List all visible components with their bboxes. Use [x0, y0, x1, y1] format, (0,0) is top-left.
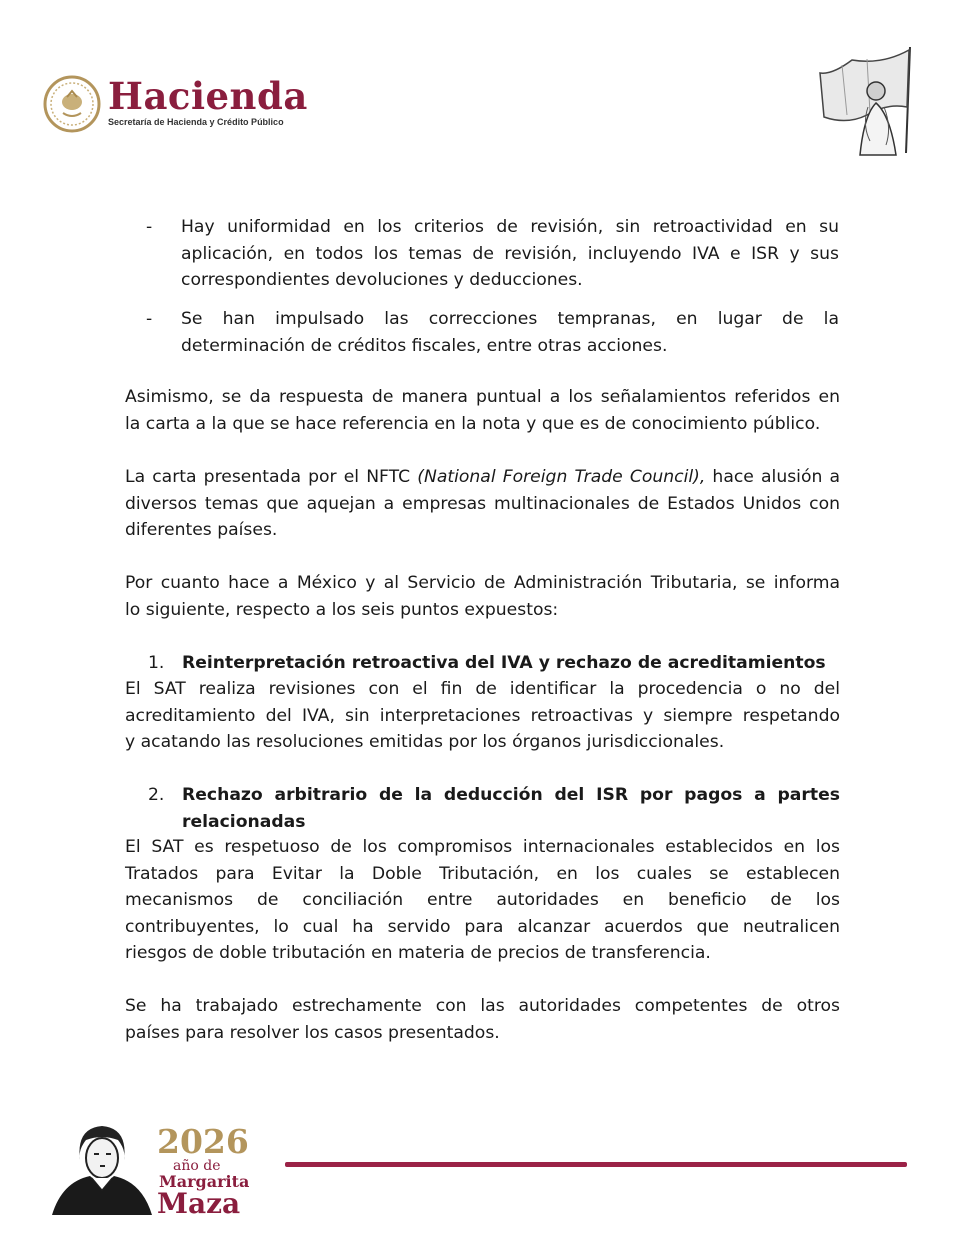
brand-block — [108, 76, 308, 127]
text-line: la carta a la que se hace referencia en la nota y que es de conocimiento público. — [125, 413, 821, 434]
bullet-marker: - — [146, 217, 153, 237]
text-line: acreditamiento del IVA, sin interpretaciones retroactivas y siempre respetando — [125, 705, 840, 726]
heading-line: Reinterpretación retroactiva del IVA y rechazo de acreditamientos — [182, 653, 826, 673]
text-line: lo siguiente, respecto a los seis puntos expuestos: — [125, 599, 559, 620]
text-line: Se han impulsado las correcciones tempranas, en lugar de la — [181, 309, 839, 329]
brand-subtitle: Secretaría de Hacienda y Crédito Público — [108, 117, 284, 127]
text-run: La carta presentada por el NFTC — [125, 467, 418, 487]
text-line: determinación de créditos fiscales, entre otras acciones. — [181, 335, 668, 356]
text-line: países para resolver los casos presentados. — [125, 1022, 500, 1043]
year-name-last: Maza — [157, 1187, 241, 1220]
text-line: diversos temas que aquejan a empresas multinacionales de Estados Unidos con — [125, 493, 840, 514]
bullet-marker: - — [146, 309, 153, 329]
year-name-first: Margarita — [159, 1172, 250, 1191]
text-line: Se ha trabajado estrechamente con las autoridades competentes de otros — [125, 996, 840, 1016]
text-line: correspondientes devoluciones y deducciones. — [181, 270, 583, 290]
italic-organization-name: (National Foreign Trade Council), — [417, 467, 706, 487]
text-line: El SAT realiza revisiones con el fin de identificar la procedencia o no del — [125, 679, 840, 699]
year-logo — [157, 1122, 250, 1220]
brand-name: Hacienda — [108, 74, 308, 118]
text-line: Hay uniformidad en los criterios de revisión, sin retroactividad en su — [181, 217, 839, 237]
heading-line: relacionadas — [182, 811, 306, 832]
section-heading — [182, 650, 840, 677]
paragraph — [125, 570, 840, 623]
paragraph — [125, 384, 840, 437]
text-line: El SAT es respetuoso de los compromisos internacionales establecidos en los — [125, 837, 840, 857]
year-number: 2026 — [157, 1122, 249, 1161]
text-line: aplicación, en todos los temas de revisión, incluyendo IVA e ISR y sus — [181, 243, 839, 264]
footer-rule — [285, 1162, 907, 1167]
text-line — [125, 464, 840, 491]
section-heading — [182, 782, 840, 835]
text-line: Asimismo, se da respuesta de manera puntual a los señalamientos referidos en — [125, 387, 840, 407]
paragraph — [125, 464, 840, 544]
national-seal-icon — [43, 75, 101, 133]
bullet-item — [181, 214, 839, 294]
text-line: riesgos de doble tributación en materia de precios de transferencia. — [125, 943, 711, 963]
text-line: diferentes países. — [125, 520, 278, 540]
section-body — [125, 834, 840, 967]
text-line: Por cuanto hace a México y al Servicio de Administración Tributaria, se informa — [125, 573, 840, 593]
section-body — [125, 676, 840, 756]
paragraph — [125, 993, 840, 1046]
portrait-illustration — [52, 1120, 152, 1215]
text-run: hace alusión a — [705, 467, 841, 487]
text-line: contribuyentes, lo cual ha servido para alcanzar acuerdos que neutralicen — [125, 916, 840, 937]
text-line: Tratados para Evitar la Doble Tributación, en los cuales se establecen — [125, 863, 840, 884]
section-number: 1. — [148, 653, 165, 673]
section-number: 2. — [148, 785, 165, 805]
bullet-item — [181, 306, 839, 359]
flag-illustration — [812, 45, 922, 157]
year-of: año de — [173, 1158, 221, 1174]
heading-line: Rechazo arbitrario de la deducción del ISR por pagos a partes — [182, 785, 840, 805]
text-line: mecanismos de conciliación entre autoridades en beneficio de los — [125, 890, 840, 910]
text-line: y acatando las resoluciones emitidas por los órganos jurisdiccionales. — [125, 732, 725, 752]
